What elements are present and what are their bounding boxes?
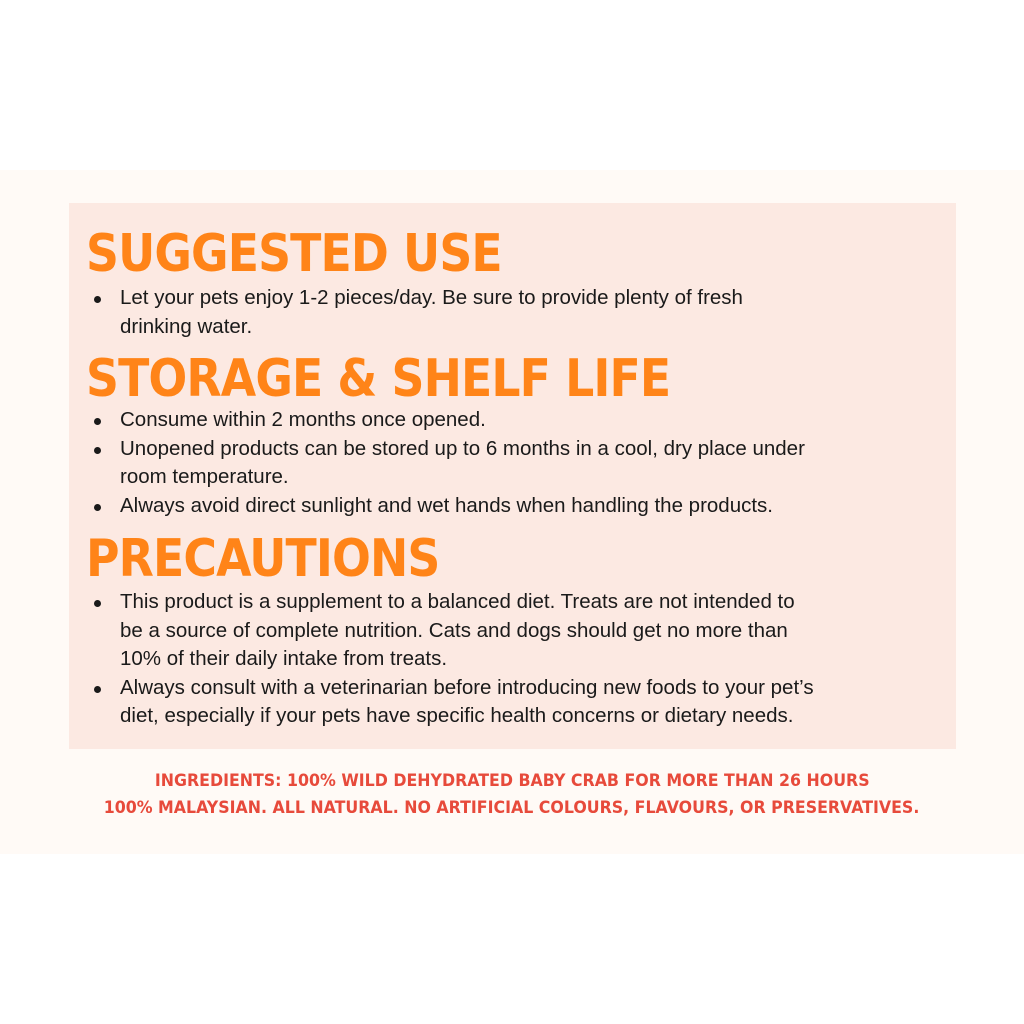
list-item-line: Consume within 2 months once opened.: [120, 408, 486, 431]
list-item-line: be a source of complete nutrition. Cats and dogs should get no more than: [120, 618, 788, 642]
list-item: [120, 284, 950, 341]
list-item-line: diet, especially if your pets have specific health concerns or dietary needs.: [120, 704, 794, 727]
bullet-icon: [94, 418, 101, 425]
suggested-use-heading: SUGGESTED USE: [86, 224, 502, 284]
list-item-line: 10% of their daily intake from treats.: [120, 647, 448, 670]
list-item: [120, 588, 950, 674]
list-item: [120, 435, 950, 492]
storage-shelf-life-list: [120, 406, 950, 520]
storage-shelf-life-heading: STORAGE & SHELF LIFE: [86, 349, 671, 409]
bullet-icon: [94, 600, 101, 607]
suggested-use-list: [120, 284, 950, 341]
bullet-icon: [94, 296, 101, 303]
ingredients-text: INGREDIENTS: 100% WILD DEHYDRATED BABY CRAB FOR MORE THAN 26 HOURS: [154, 771, 870, 791]
ingredients-note: [0, 770, 1024, 792]
bullet-icon: [94, 447, 101, 454]
origin-note: [0, 797, 1024, 819]
bullet-icon: [94, 686, 101, 693]
precautions-list: [120, 588, 950, 731]
list-item: [120, 406, 950, 435]
list-item-line: This product is a supplement to a balanced diet. Treats are not intended to: [120, 590, 795, 613]
list-item: [120, 674, 950, 731]
list-item: [120, 492, 950, 521]
list-item-line: Always avoid direct sunlight and wet hands when handling the products.: [120, 493, 773, 517]
list-item-line: Always consult with a veterinarian before introducing new foods to your pet’s: [120, 675, 814, 699]
precautions-heading: PRECAUTIONS: [86, 529, 440, 589]
list-item-line: drinking water.: [120, 314, 253, 338]
list-item-line: room temperature.: [120, 465, 289, 488]
bullet-icon: [94, 504, 101, 511]
list-item-line: Unopened products can be stored up to 6 months in a cool, dry place under: [120, 436, 805, 460]
origin-text: 100% MALAYSIAN. ALL NATURAL. NO ARTIFICIAL COLOURS, FLAVOURS, OR PRESERVATIVES.: [104, 798, 920, 818]
list-item-line: Let your pets enjoy 1-2 pieces/day. Be sure to provide plenty of fresh: [120, 286, 743, 309]
